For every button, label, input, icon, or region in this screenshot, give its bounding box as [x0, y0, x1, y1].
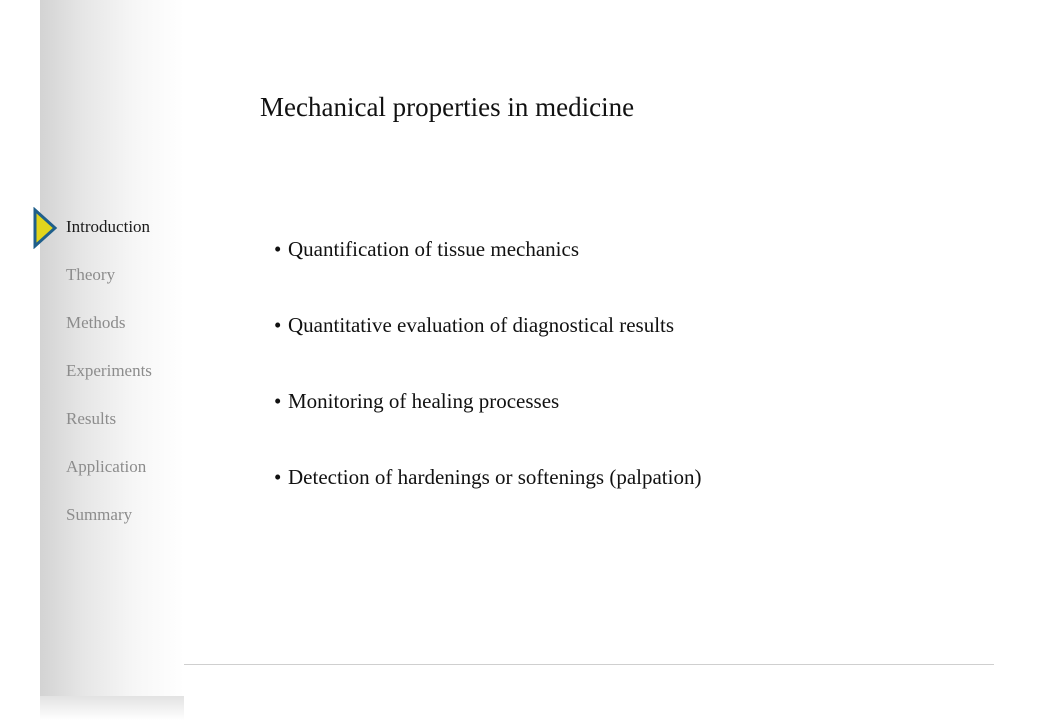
bullet-text: Detection of hardenings or softenings (palpation): [288, 465, 702, 489]
sidebar-item-introduction[interactable]: Introduction: [66, 217, 151, 236]
slide-title: Mechanical properties in medicine: [260, 92, 635, 122]
sidebar-item-results[interactable]: Results: [66, 409, 117, 428]
bullet-dot-icon: •: [274, 465, 282, 489]
footer-divider: [184, 664, 994, 665]
bullet-dot-icon: •: [274, 389, 282, 413]
bullet-text: Quantitative evaluation of diagnostical results: [288, 313, 675, 337]
bullet-dot-icon: •: [274, 237, 282, 261]
sidebar-item-theory[interactable]: Theory: [66, 265, 116, 284]
chevron-right-icon: [32, 207, 58, 249]
sidebar-shadow: [40, 696, 184, 720]
sidebar-item-methods[interactable]: Methods: [66, 313, 126, 332]
sidebar-nav: [66, 213, 152, 549]
sidebar-item-experiments[interactable]: Experiments: [66, 361, 152, 380]
bullet-item: [274, 310, 701, 386]
bullet-text: Quantification of tissue mechanics: [288, 237, 579, 261]
bullet-list: [274, 234, 701, 538]
bullet-item: [274, 386, 701, 462]
bullet-item: [274, 234, 701, 310]
bullet-item: [274, 462, 701, 538]
bullet-dot-icon: •: [274, 313, 282, 337]
bullet-text: Monitoring of healing processes: [288, 389, 560, 413]
sidebar-item-application[interactable]: Application: [66, 457, 147, 476]
sidebar-item-summary[interactable]: Summary: [66, 505, 133, 524]
